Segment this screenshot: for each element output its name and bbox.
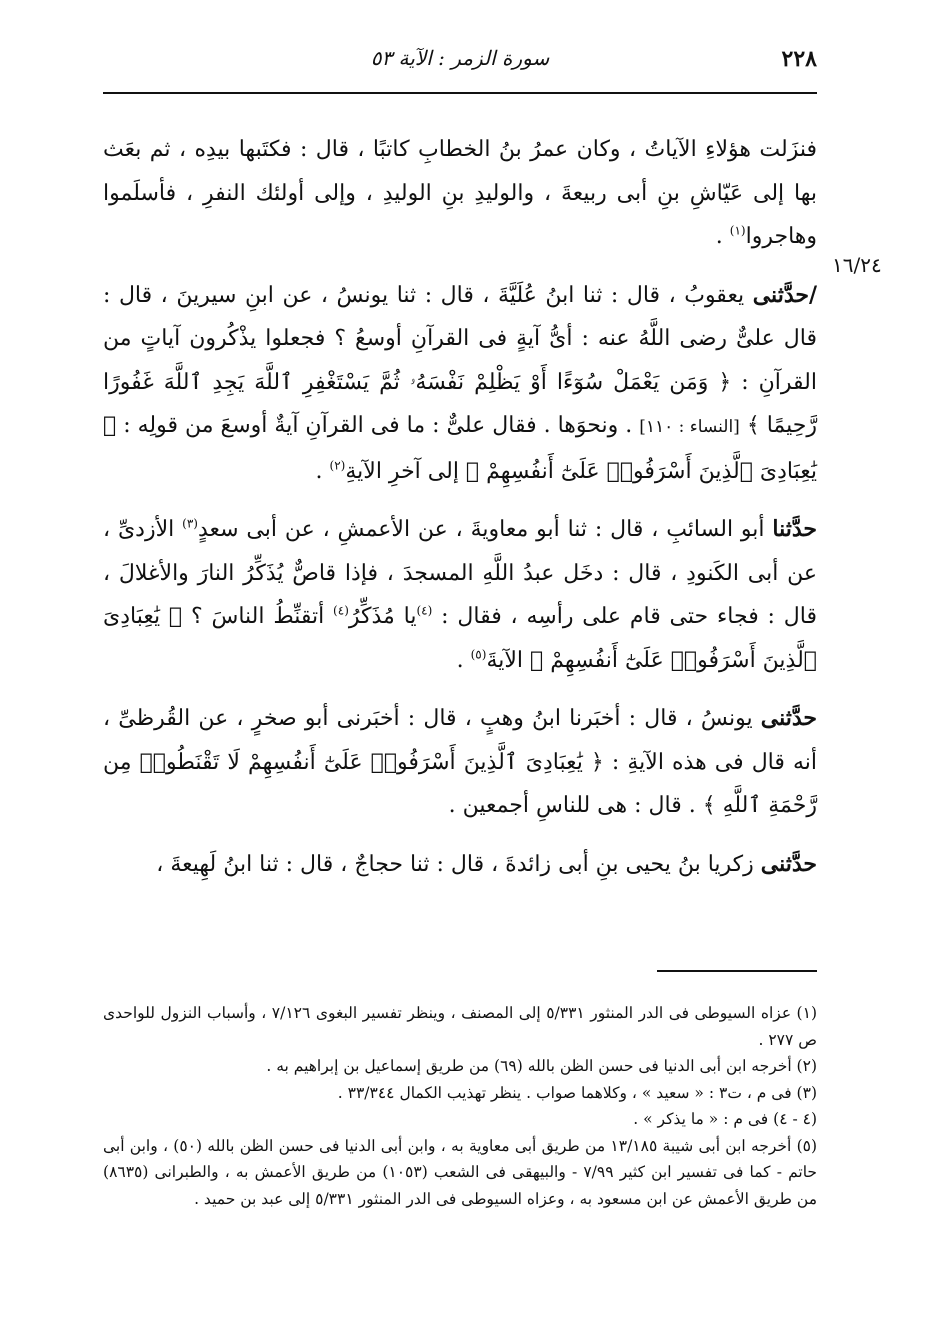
footnote-2: (٢) أخرجه ابن أبى الدنيا فى حسن الظن بالله (٦٩) من طريق إسماعيل بن إبراهيم به . [266, 1057, 817, 1075]
hadith-lead: حدَّثنا [772, 516, 817, 542]
footnote-marker: (٥) [470, 647, 487, 662]
paragraph-4: حدَّثنى يونسُ ، قال : أخبَرنا ابنُ وهبٍ ، قال : أخبَرنى أبو صخرٍ ، عن القُرظىِّ ، أنه قال فى هذه الآيةِ : ﴿ يَٰعِبَادِىَ ٱلَّذِينَ أَسْرَفُوا۟ عَلَىٰٓ أَنفُسِهِمْ لَا تَقْنَطُوا۟ مِن رَّحْمَةِ ٱللَّهِ ﴾ . قال : هى للناسِ أجمعين . [103, 705, 817, 818]
page-header [103, 44, 817, 80]
body-text [103, 128, 817, 886]
footnote-3: (٣) فى م ، ت٣ : « سعيد » ، وكلاهما صواب . ينظر تهذيب الكمال ٣٣/٣٤٤ . [337, 1083, 817, 1102]
hadith-lead: حدَّثنى [760, 705, 817, 731]
paragraph-1: فنزَلت هؤلاءِ الآياتُ ، وكان عمرُ بنُ الخطابِ كاتبًا ، قال : فكتَبها بيدِه ، ثم بعَث بها إلى عَيّاشِ بنِ أبى ربيعةَ ، والوليدِ بنِ الوليدِ ، وإلى أولئك النفرِ ، فأسلَموا وهاجروا$^{(١)}$ . [103, 137, 817, 249]
verse-citation: [النساء : ١١٠] [639, 417, 740, 437]
footnote-1: (١) عزاه السيوطى فى الدر المنثور ٥/٣٣١ إلى المصنف ، وينظر تفسير البغوى ٧/١٢٦ ، وأسباب النزول للواحدى ص ٢٧٧ . [103, 1004, 817, 1049]
paragraph-2: /حدَّثنى يعقوبُ ، قال : ثنا ابنُ عُلَيَّةَ ، قال : ثنا يونسُ ، عن ابنِ سيرينَ ، قال : قال علىٌّ رضى اللَّهُ عنه : أىُّ آيةٍ فى القرآنِ أوسعُ ؟ فجعلوا يذْكُرون آياتٍ من القرآنِ : ﴿ وَمَن يَعْمَلْ سُوٓءًا أَوْ يَظْلِمْ نَفْسَهُۥ ثُمَّ يَسْتَغْفِرِ ٱللَّهَ يَجِدِ ٱللَّهَ غَفُورًا رَّحِيمًا ﴾ [النساء : ١١٠] . ونحوَها . فقال علىٌّ : ما فى القرآنِ آيةٌ أوسعَ من قولِه : ﴿ يَٰعِبَادِىَ ٱلَّذِينَ أَسْرَفُوا۟ عَلَىٰٓ أَنفُسِهِمْ ﴾ إلى آخرِ الآيةِ$^{(٢)}$ . [103, 281, 818, 484]
footnote-marker: (٤) [416, 603, 433, 618]
footnote-marker: (٤) [333, 603, 349, 618]
footnote-marker: (١) [729, 223, 746, 238]
page-number: ٢٢٨ [781, 46, 817, 72]
margin-reference: ١٦/٢٤ [832, 253, 882, 277]
paragraph-5: حدَّثنى زكريا بنُ يحيى بنِ أبى زائدةَ ، قال : ثنا حجاجٌ ، قال : ثنا ابنُ لَهِيعةَ ، [156, 850, 817, 877]
footnote-4: (٤ - ٤) فى م : « ما يذكر » . [633, 1110, 817, 1128]
hadith-lead: حدَّثنى [760, 850, 817, 877]
footnote-rule [657, 970, 817, 972]
header-rule [103, 92, 817, 94]
footnote-marker: (٣) [182, 516, 198, 531]
footnote-5: (٥) أخرجه ابن أبى شيبة ١٣/١٨٥ من طريق أبى معاوية به ، وابن أبى الدنيا فى حسن الظن بالله (٥٠) ، وابن أبى حاتم - كما فى تفسير ابن كثير ٧/٩٩ - والبيهقى فى الشعب (١٠٥٣) من طريق الأعمش به ، والطبرانى (٨٦٣٥) من طريق الأعمش عن ابن مسعود به ، وعزاه السيوطى فى الدر المنثور ٥/٣٣١ إلى عبد بن حميد . [103, 1136, 818, 1208]
hadith-lead: /حدَّثنى [752, 281, 817, 308]
paragraph-3: حدَّثنا أبو السائبِ ، قال : ثنا أبو معاويةَ ، عن الأعمشِ ، عن أبى سعدٍ$^{(٣)}$ الأزدىِّ ، عن أبى الكَنودِ ، قال : دخَل عبدُ اللَّهِ المسجدَ ، فإذا قاصٌّ يُذَكِّرُ النارَ والأغلالَ ، قال : فجاء حتى قام على رأسِه ، فقال : $^{(٤)}$يا مُذَكِّرُ$^{(٤)}$ أتقنِّطُ الناسَ ؟ ﴿ يَٰعِبَادِىَ ٱلَّذِينَ أَسْرَفُوا۟ عَلَىٰٓ أَنفُسِهِمْ ﴾ الآيةَ$^{(٥)}$ . [103, 516, 817, 673]
footnote-marker: (٢) [329, 458, 346, 473]
running-title: سورة الزمر : الآية ٥٣ [370, 46, 550, 70]
footnotes [103, 1000, 817, 1212]
